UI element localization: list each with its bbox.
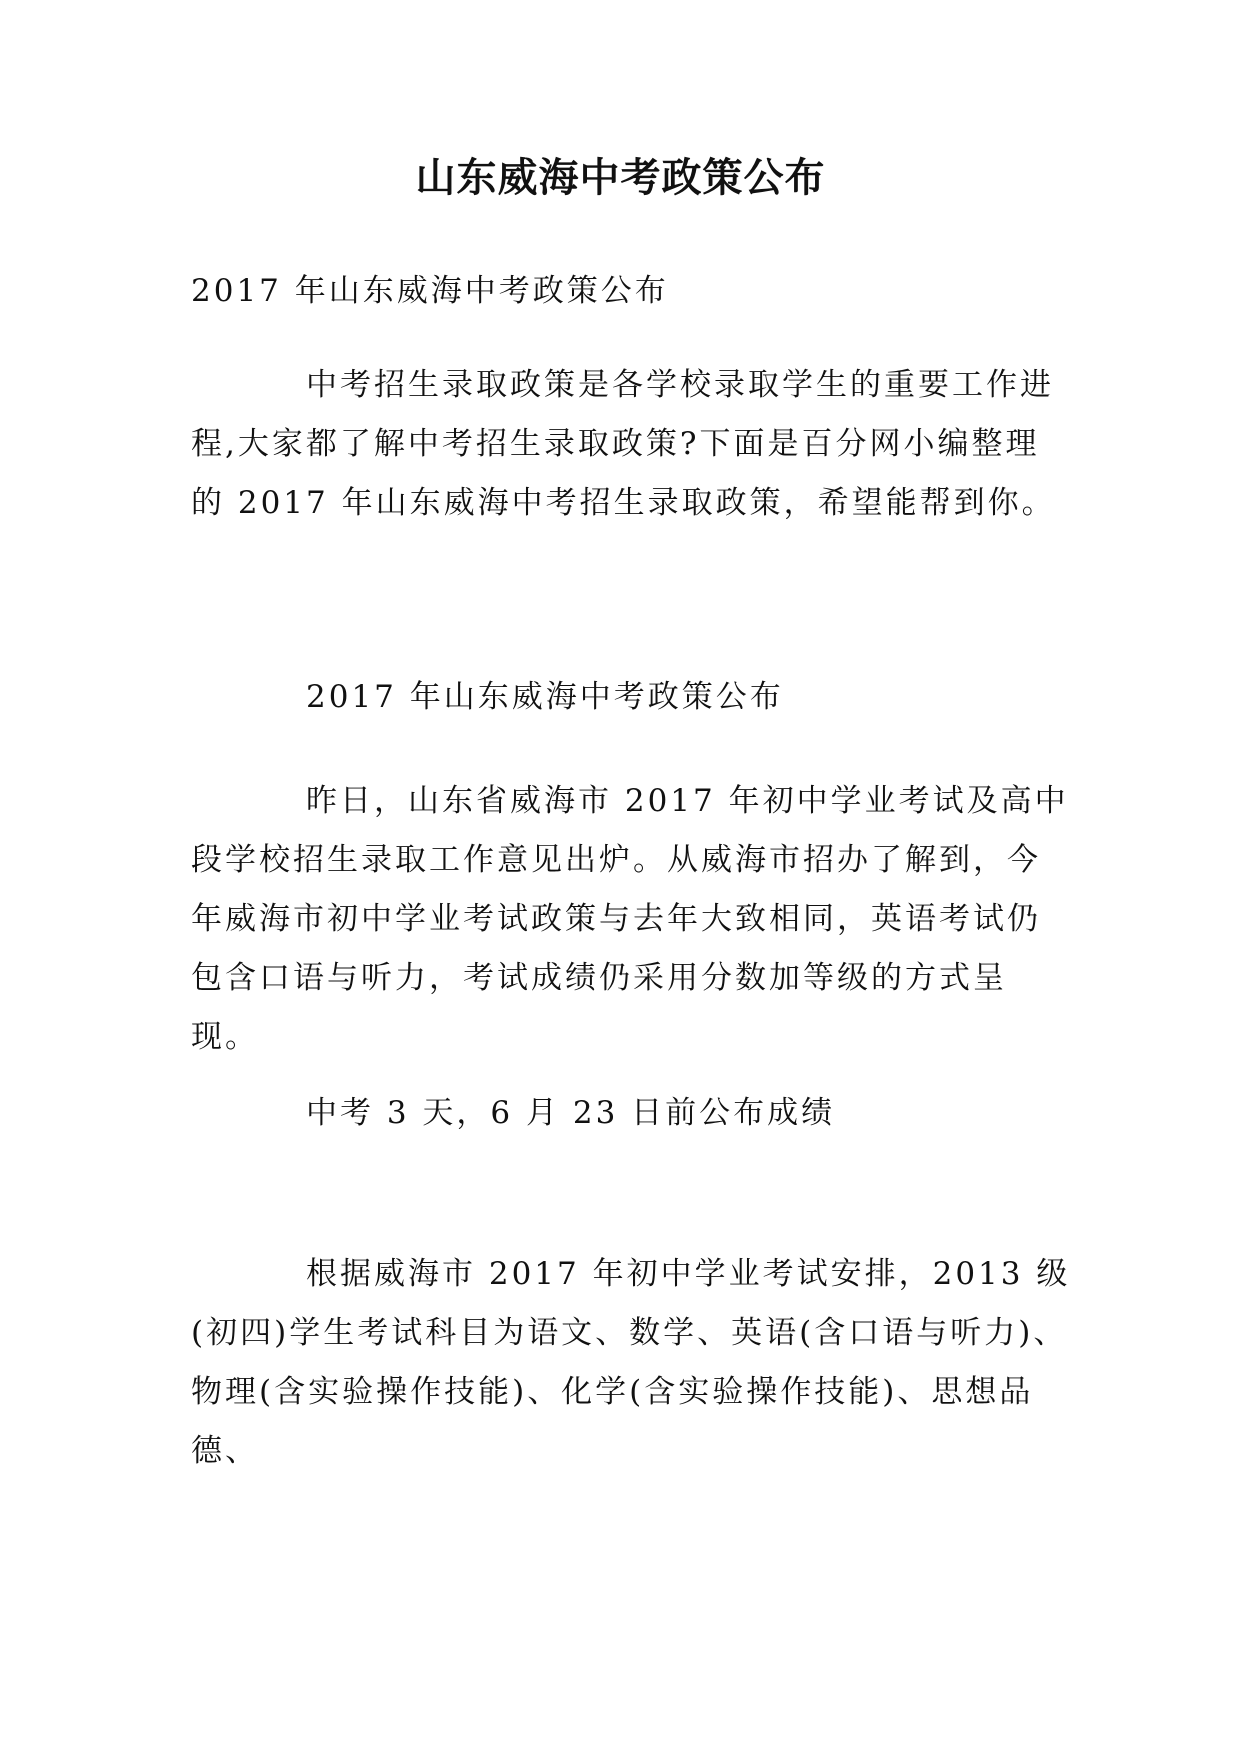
- document-subtitle: 2017 年山东威海中考政策公布: [191, 273, 669, 309]
- body-paragraph-1: 昨日，山东省威海市 2017 年初中学业考试及高中段学校招生录取工作意见出炉。从威海市招办了解到，今年威海市初中学业考试政策与去年大致相同，英语考试仍包含口语与听力，考试成绩仍采用分数加等级的方式呈现。: [191, 783, 1069, 1055]
- intro-paragraph: 中考招生录取政策是各学校录取学生的重要工作进程,大家都了解中考招生录取政策?下面是百分网小编整理的 2017 年山东威海中考招生录取政策，希望能帮到你。: [191, 367, 1056, 521]
- body-paragraph-2: 根据威海市 2017 年初中学业考试安排，2013 级(初四)学生考试科目为语文、数学、英语(含口语与听力)、物理(含实验操作技能)、化学(含实验操作技能)、思想品德、: [191, 1256, 1071, 1469]
- section-heading: 2017 年山东威海中考政策公布: [306, 679, 784, 715]
- document-title: 山东威海中考政策公布: [415, 155, 826, 201]
- section-subheading-2: 中考 3 天，6 月 23 日前公布成绩: [306, 1095, 836, 1131]
